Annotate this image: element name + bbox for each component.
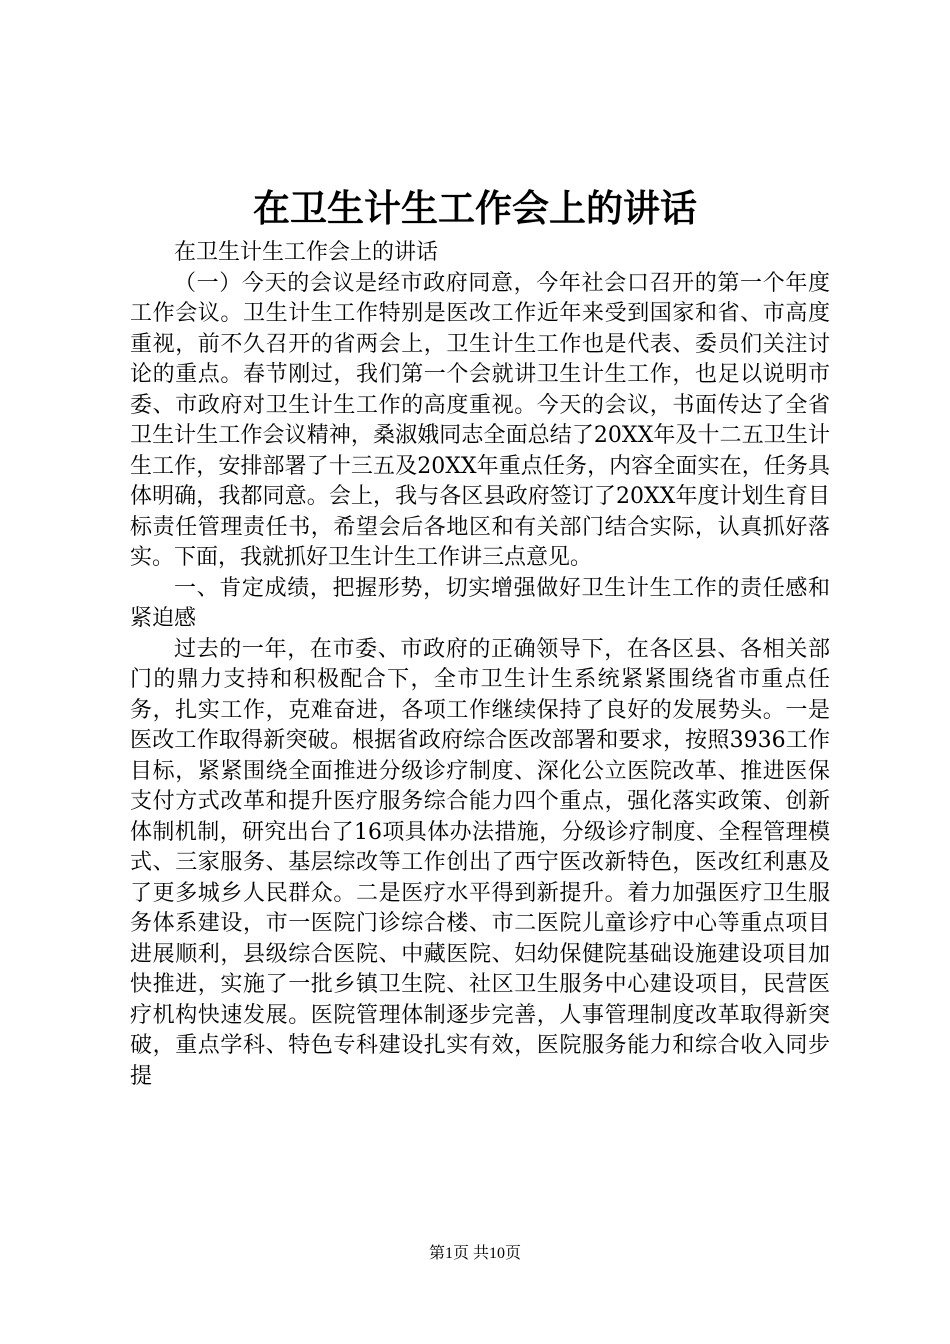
document-title: 在卫生计生工作会上的讲话 [253, 186, 697, 230]
subtitle-paragraph: 在卫生计生工作会上的讲话 [174, 240, 439, 265]
page-number-footer: 第1页 共10页 [428, 1245, 521, 1262]
document-body [130, 238, 830, 1092]
section-heading: 一、肯定成绩，把握形势，切实增强做好卫生计生工作的责任感和紧迫感 [130, 575, 830, 631]
body-paragraph: 过去的一年，在市委、市政府的正确领导下，在各区县、各相关部门的鼎力支持和积极配合下，全市卫生计生系统紧紧围绕省市重点任务，扎实工作，克难奋进，各项工作继续保持了良好的发展势头。一是医改工作取得新突破。根据省政府综合医改部署和要求，按照3936工作目标，紧紧围绕全面推进分级诊疗制度、深化公立医院改革、推进医保支付方式改革和提升医疗服务综合能力四个重点，强化落实政策、创新体制机制，研究出台了16项具体办法措施，分级诊疗制度、全程管理模式、三家服务、基层综改等工作创出了西宁医改新特色，医改红利惠及了更多城乡人民群众。二是医疗水平得到新提升。着力加强医疗卫生服务体系建设，市一医院门诊综合楼、市二医院儿童诊疗中心等重点项目进展顺利，县级综合医院、中藏医院、妇幼保健院基础设施建设项目加快推进，实施了一批乡镇卫生院、社区卫生服务中心建设项目，民营医疗机构快速发展。医院管理体制逐步完善，人事管理制度改革取得新突破，重点学科、特色专科建设扎实有效，医院服务能力和综合收入同步提 [130, 636, 830, 1089]
body-paragraph: （一）今天的会议是经市政府同意，今年社会口召开的第一个年度工作会议。卫生计生工作特别是医改工作近年来受到国家和省、市高度重视，前不久召开的省两会上，卫生计生工作也是代表、委员们关注讨论的重点。春节刚过，我们第一个会就讲卫生计生工作，也足以说明市委、市政府对卫生计生工作的高度重视。今天的会议，书面传达了全省卫生计生工作会议精神，桑淑娥同志全面总结了20XX年及十二五卫生计生工作，安排部署了十三五及20XX年重点任务，内容全面实在，任务具体明确，我都同意。会上，我与各区县政府签订了20XX年度计划生育目标责任管理责任书，希望会后各地区和有关部门结合实际，认真抓好落实。下面，我就抓好卫生计生工作讲三点意见。 [130, 270, 830, 570]
